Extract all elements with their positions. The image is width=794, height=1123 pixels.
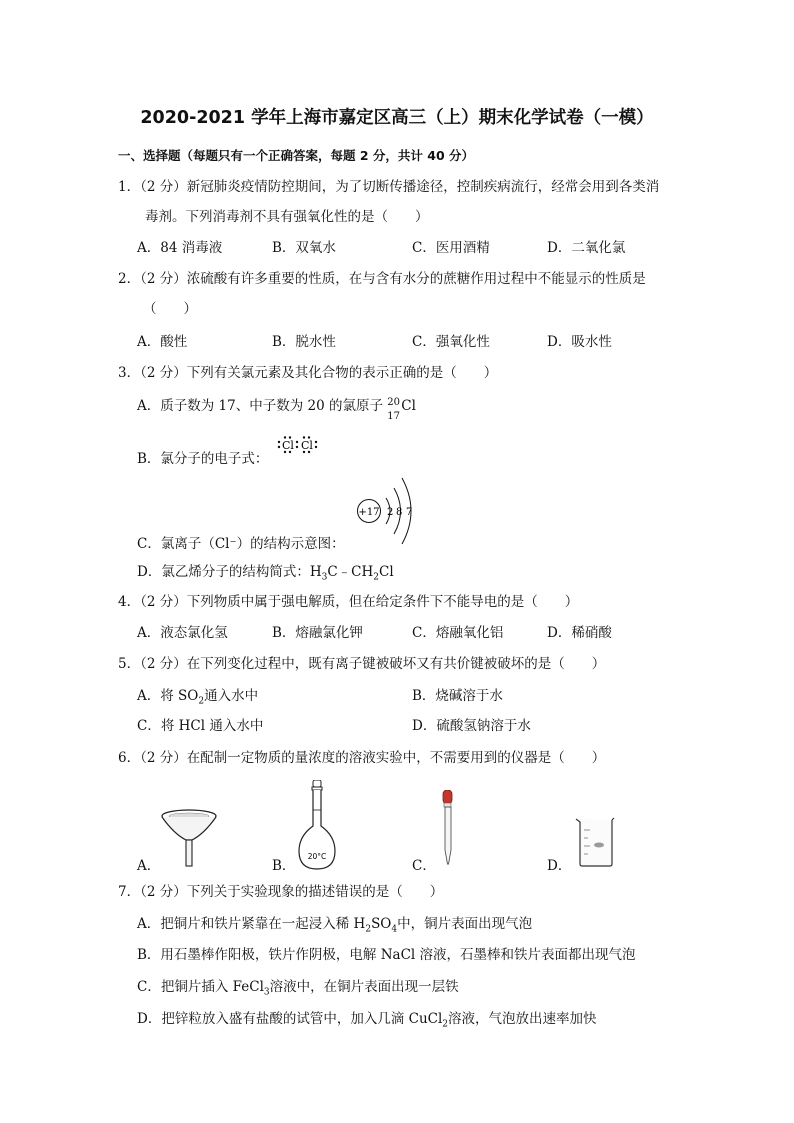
nucleus-charge: +17 (358, 507, 380, 518)
q2-option-a: A．酸性 (137, 334, 188, 350)
flask-temperature-label: 20°C (307, 852, 327, 861)
volumetric-flask-icon (296, 780, 338, 872)
chloride-ion-structure-diagram (352, 470, 422, 552)
shell-3-electrons: 7 (406, 507, 413, 518)
q3-option-c: C．氯离子（Cl⁻）的结构示意图： (137, 536, 345, 552)
q4-stem: 4．（2 分）下列物质中属于强电解质，但在给定条件下不能导电的是（ ） (118, 594, 579, 610)
q5-option-d: D．硫酸氢钠溶于水 (412, 718, 531, 734)
q5-option-b: B．烧碱溶于水 (412, 688, 503, 704)
q4-option-d: D．稀硝酸 (547, 625, 612, 641)
q5-stem: 5．（2 分）在下列变化过程中，既有离子键被破坏又有共价键被破坏的是（ ） (118, 656, 606, 672)
svg-text:Cl: Cl (282, 439, 294, 452)
q2-stem-line2: （ ） (143, 301, 197, 317)
nuclide-notation (387, 397, 401, 422)
q1-option-a: A．84 消毒液 (137, 240, 223, 256)
q1-option-b: B．双氧水 (272, 240, 336, 256)
q6-label-b: B． (272, 858, 296, 874)
q1-option-d: D．二氧化氯 (547, 240, 626, 256)
element-symbol: Cl (401, 398, 416, 414)
q1-option-c: C．医用酒精 (412, 240, 490, 256)
q7-option-c: C．把铜片插入 FeCl$_3$溶液中，在铜片表面出现一层铁 (137, 979, 459, 998)
beaker-icon (574, 816, 616, 868)
q5-option-a: A．将 $SO_2$通入水中 (137, 688, 259, 707)
funnel-icon (158, 808, 220, 870)
q7-option-d: D．把锌粒放入盛有盐酸的试管中，加入几滴 CuCl$_2$溶液，气泡放出速率加快 (137, 1011, 597, 1030)
q3-option-d: D．氯乙烯分子的结构简式：$H_3C﹣CH_2Cl$ (137, 564, 394, 583)
q5-option-c: C．将 HCl 通入水中 (137, 718, 264, 734)
q4-option-c: C．熔融氧化铝 (412, 625, 504, 641)
section-heading: 一、选择题（每题只有一个正确答案，每题 2 分，共计 40 分） (118, 148, 475, 163)
q2-option-d: D．吸水性 (547, 334, 612, 350)
chlorine-electron-formula (276, 436, 324, 458)
shell-1-electrons: 2 (387, 507, 394, 518)
q1-stem-line1: 1．（2 分）新冠肺炎疫情防控期间，为了切断传播途径，控制疾病流行，经常会用到各类消 (118, 179, 660, 195)
q2-stem-line1: 2．（2 分）浓硫酸有许多重要的性质，在与含有水分的蔗糖作用过程中不能显示的性质是 (118, 271, 646, 287)
q7-stem: 7．（2 分）下列关于实验现象的描述错误的是（ ） (118, 884, 444, 900)
q3-option-a (137, 397, 416, 422)
q6-label-a: A． (137, 858, 161, 874)
q2-option-c: C．强氧化性 (412, 334, 490, 350)
page-title: 2020-2021 学年上海市嘉定区高三（上）期末化学试卷（一模） (140, 108, 654, 128)
q7-option-b: B．用石墨棒作阳极，铁片作阴极，电解 NaCl 溶液，石墨棒和铁片表面都出现气泡 (137, 947, 636, 963)
q1-stem-line2: 毒剂。下列消毒剂不具有强氧化性的是（ ） (145, 209, 429, 225)
dropper-icon (440, 790, 456, 866)
q4-option-a: A．液态氯化氢 (137, 625, 228, 641)
q6-label-d: D． (547, 858, 572, 874)
q6-label-c: C． (412, 858, 436, 874)
q6-stem: 6．（2 分）在配制一定物质的量浓度的溶液实验中，不需要用到的仪器是（ ） (118, 750, 606, 766)
q2-option-b: B．脱水性 (272, 334, 336, 350)
q7-option-a: A．把铜片和铁片紧靠在一起浸入稀 $H_2SO_4$中，铜片表面出现气泡 (137, 916, 533, 935)
q4-option-b: B．熔融氯化钾 (272, 625, 363, 641)
mass-number: 20 (387, 397, 401, 408)
q3-option-a-text: A．质子数为 17、中子数为 20 的氯原子 (137, 398, 383, 414)
atomic-number: 17 (387, 411, 401, 422)
shell-2-electrons: 8 (396, 507, 403, 518)
q3-option-b: B．氯分子的电子式： (137, 451, 269, 467)
svg-text:Cl: Cl (301, 439, 313, 452)
q3-stem: 3．（2 分）下列有关氯元素及其化合物的表示正确的是（ ） (118, 365, 498, 381)
